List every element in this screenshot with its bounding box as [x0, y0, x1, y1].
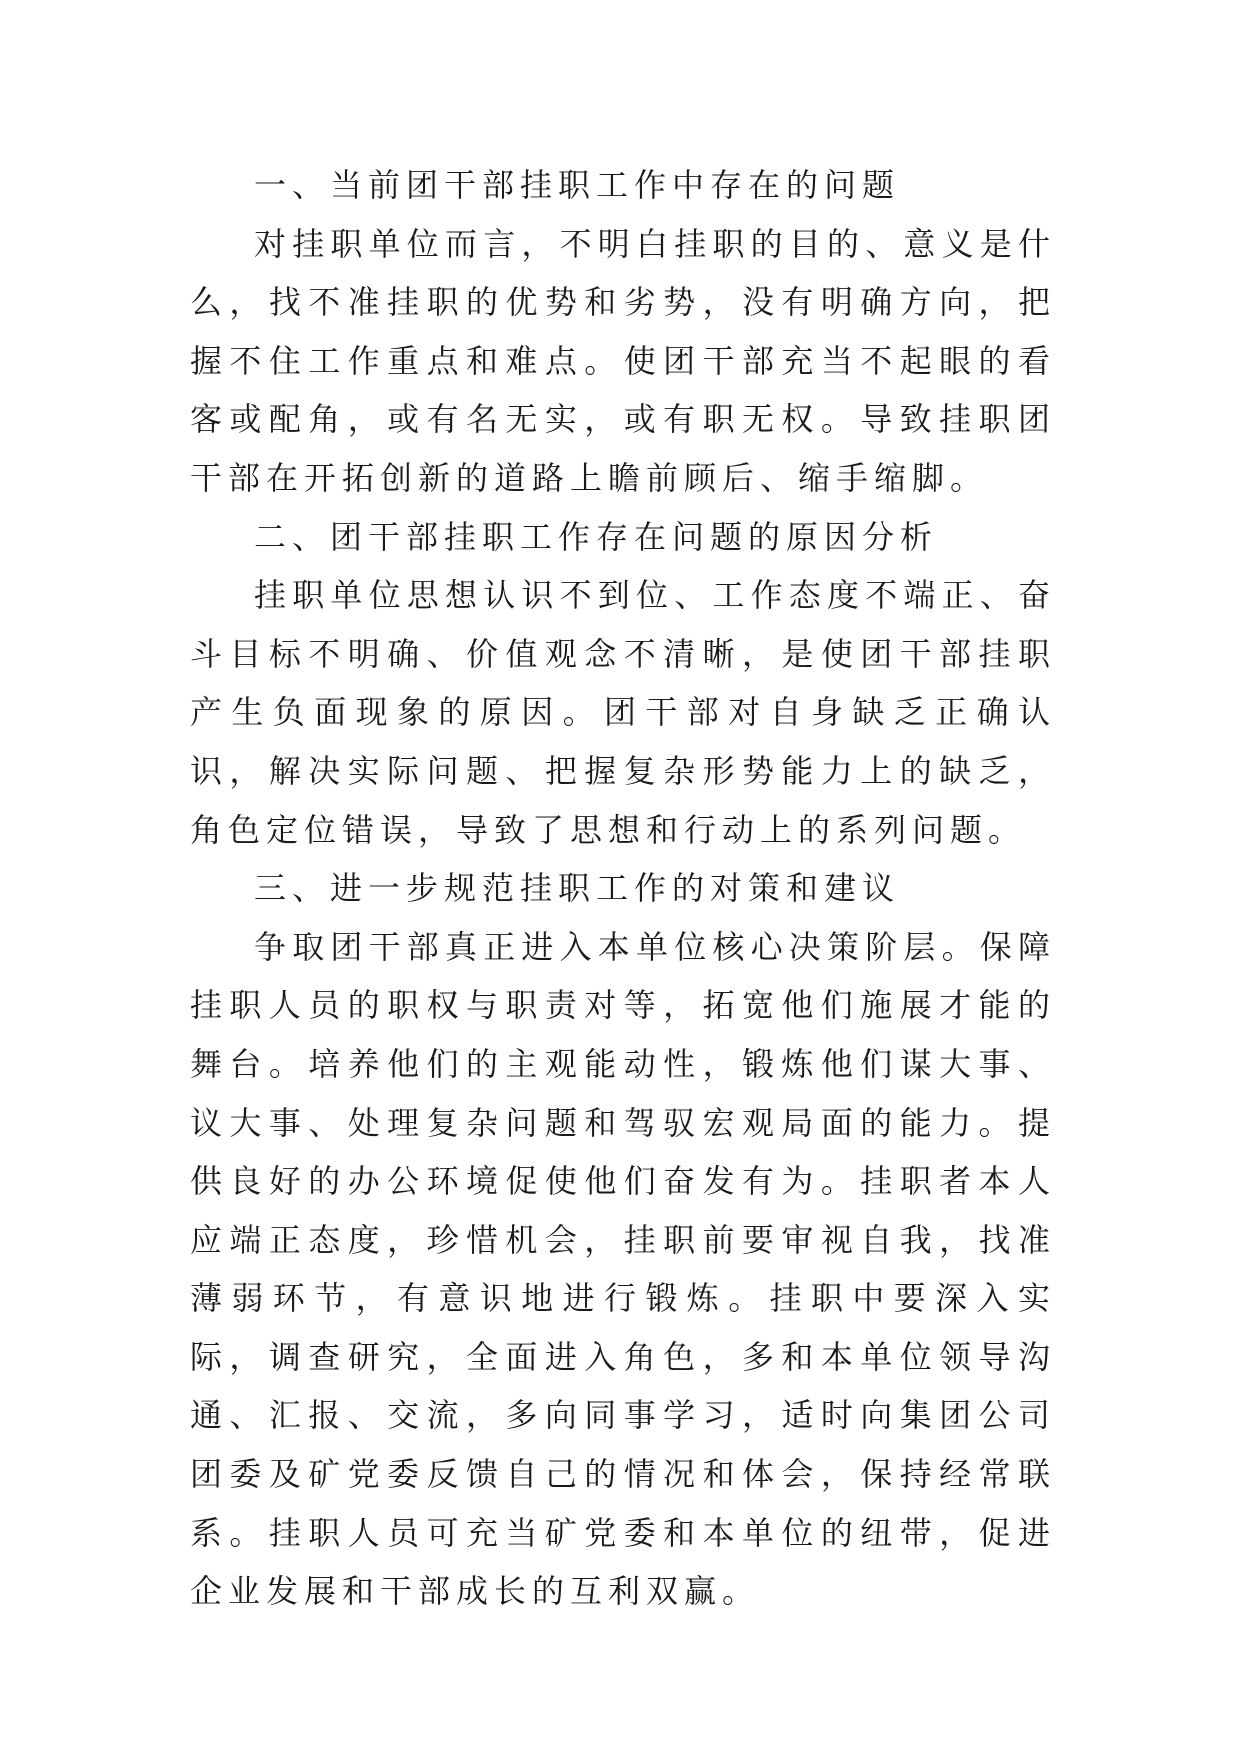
section-paragraph-3: 争取团干部真正进入本单位核心决策阶层。保障挂职人员的职权与职责对等，拓宽他们施展才能的舞台。培养他们的主观能动性，锻炼他们谋大事、议大事、处理复杂问题和驾驭宏观局面的能力。提供良好的办公环境促使他们奋发有为。挂职者本人应端正态度，珍惜机会，挂职前要审视自我，找准薄弱环节，有意识地进行锻炼。挂职中要深入实际，调查研究，全面进入角色，多和本单位领导沟通、汇报、交流，多向同事学习，适时向集团公司团委及矿党委反馈自己的情况和体会，保持经常联系。挂职人员可充当矿党委和本单位的纽带，促进企业发展和干部成长的互利双赢。 — [190, 927, 1056, 1611]
section-paragraph-2: 挂职单位思想认识不到位、工作态度不端正、奋斗目标不明确、价值观念不清晰，是使团干部挂职产生负面现象的原因。团干部对自身缺乏正确认识，解决实际问题、把握复杂形势能力上的缺乏，角色定位错误，导致了思想和行动上的系列问题。 — [190, 576, 1056, 849]
section-heading-3: 三、进一步规范挂职工作的对策和建议 — [254, 869, 901, 908]
document-body — [190, 156, 1056, 1621]
section-heading-2: 二、团干部挂职工作存在问题的原因分析 — [254, 517, 939, 556]
section-paragraph-1: 对挂职单位而言，不明白挂职的目的、意义是什么，找不准挂职的优势和劣势，没有明确方向，把握不住工作重点和难点。使团干部充当不起眼的看客或配角，或有名无实，或有职无权。导致挂职团干部在开拓创新的道路上瞻前顾后、缩手缩脚。 — [190, 224, 1056, 497]
section-heading-1: 一、当前团干部挂职工作中存在的问题 — [254, 166, 901, 204]
